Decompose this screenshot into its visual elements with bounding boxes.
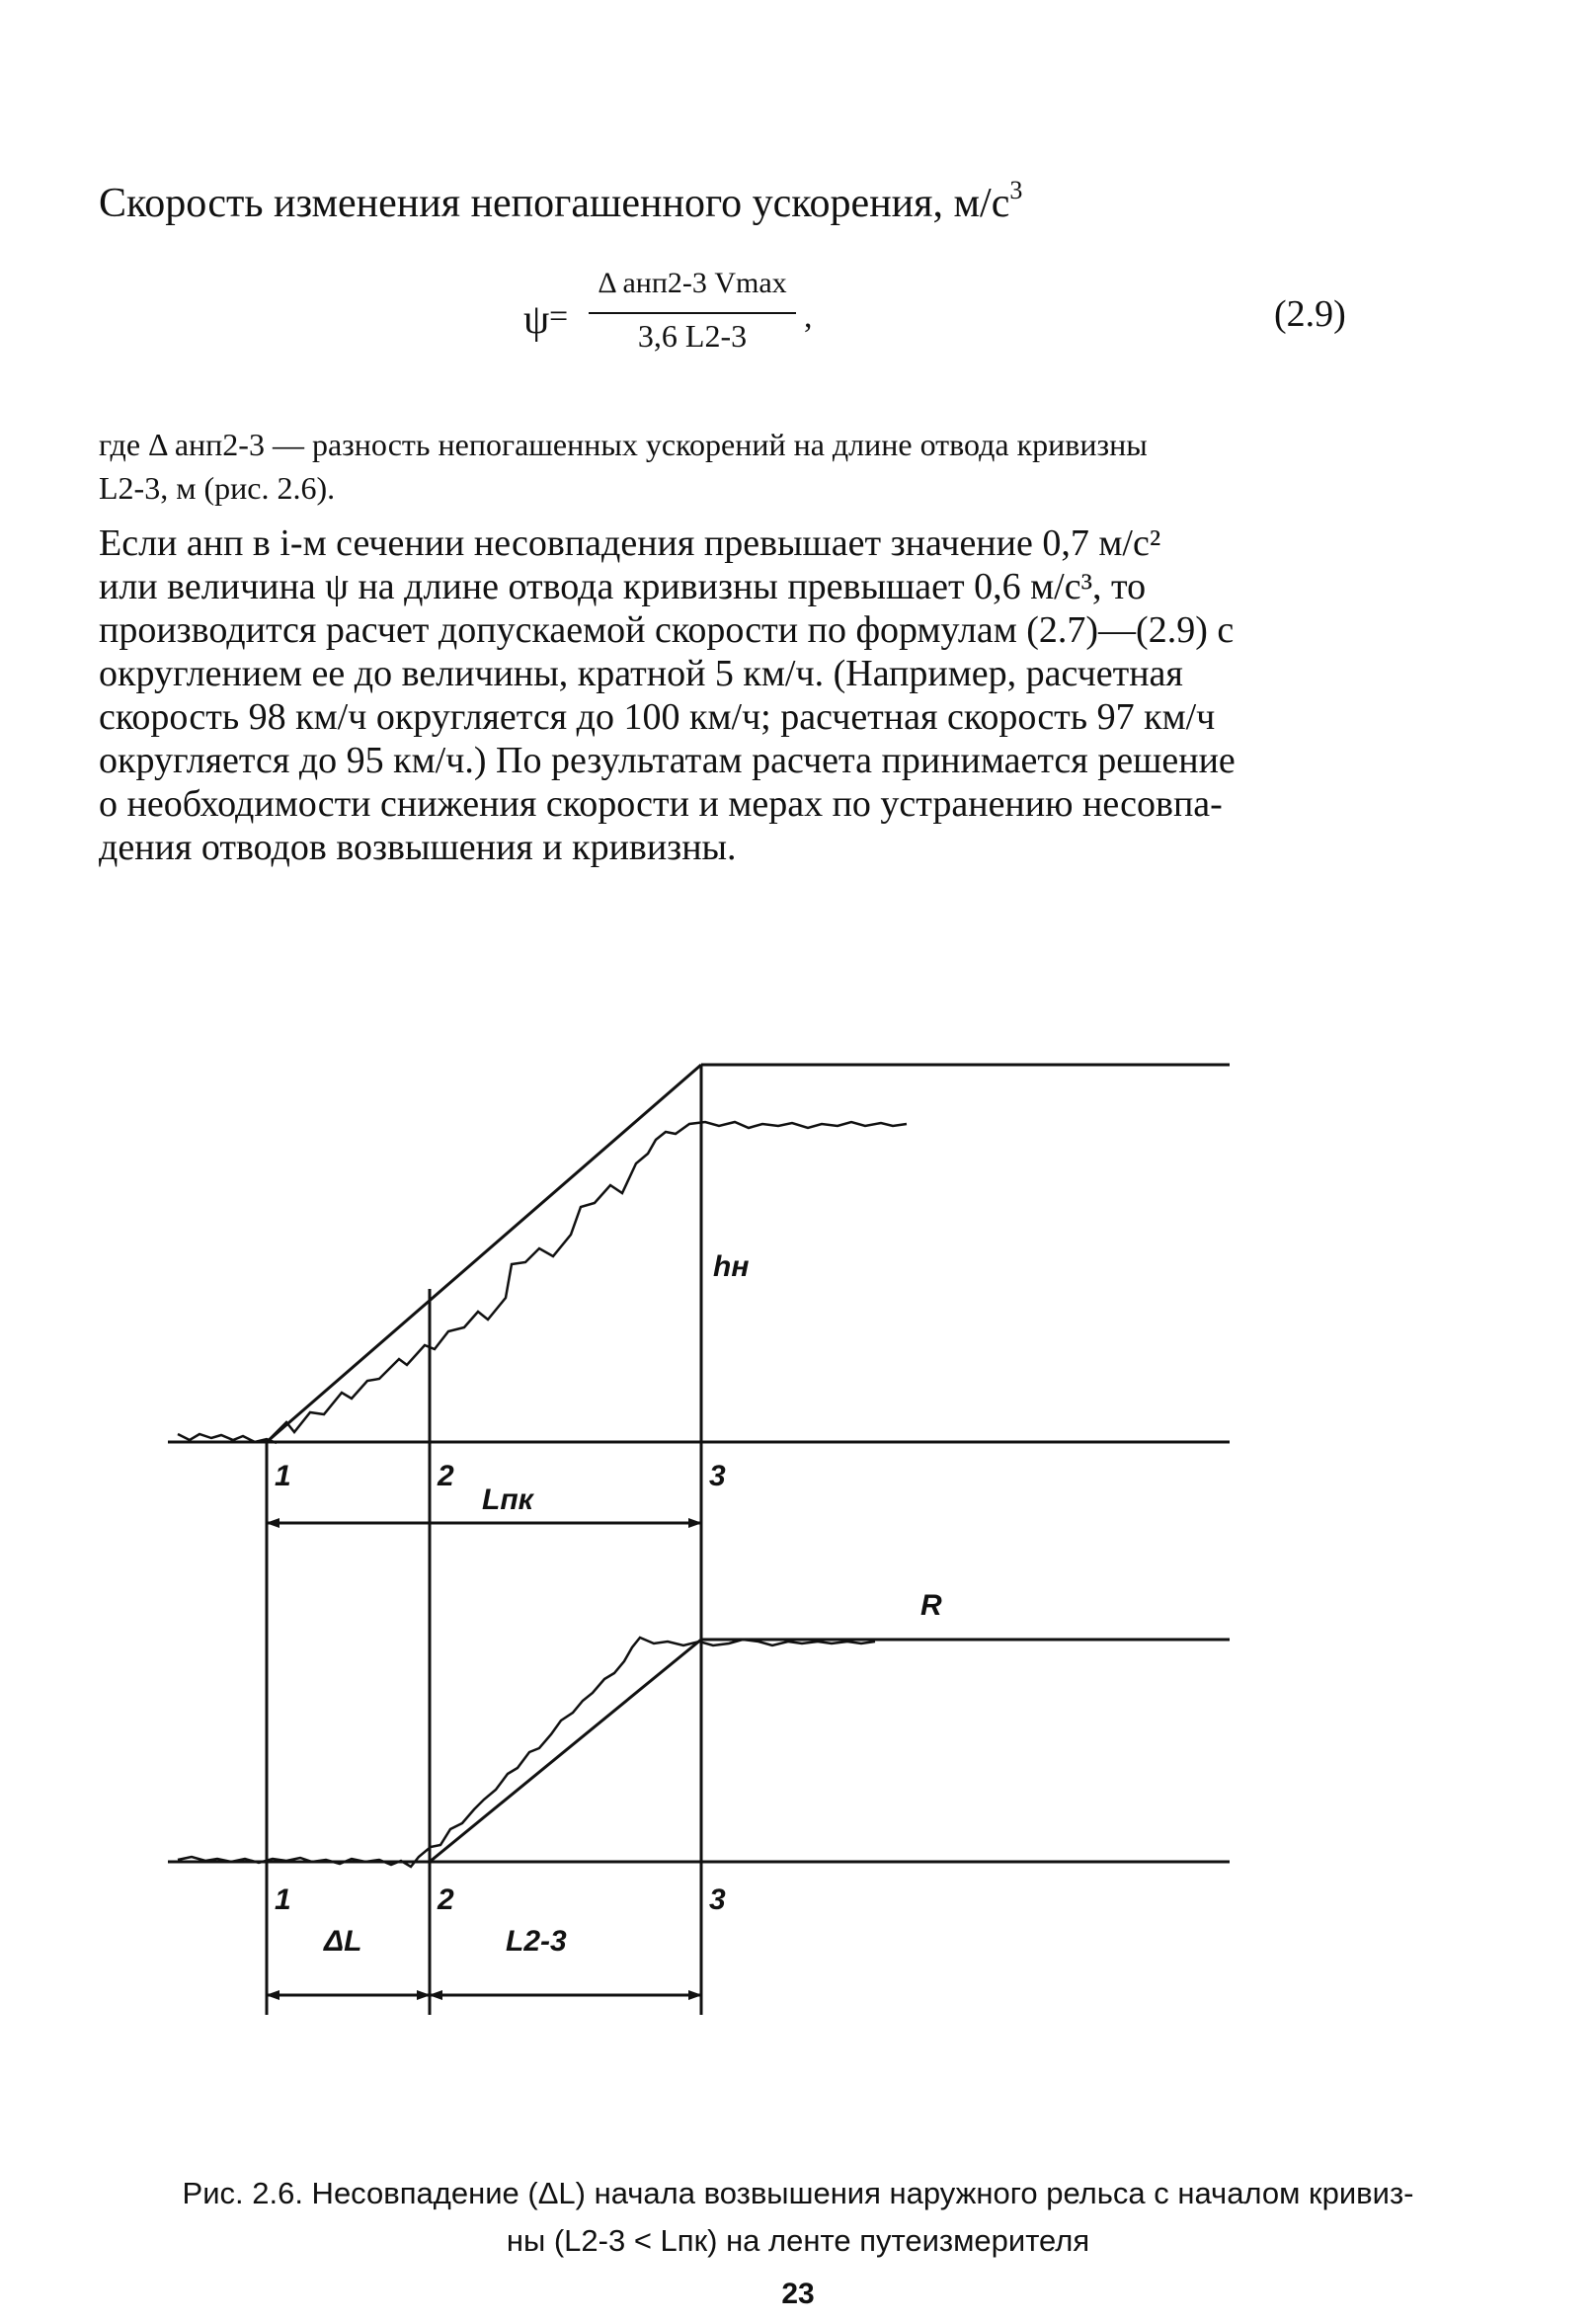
formula-number: (2.9) [1274,293,1346,335]
figure-caption [0,2170,1596,2265]
formula-explanation [99,423,1363,510]
paragraph-line: о необходимости снижения скорости и мерах по устранению несовпа- [99,783,1223,825]
body-paragraph [99,521,1363,869]
delta-l-label: ΔL [324,1925,362,1958]
paragraph-line: скорость 98 км/ч округляется до 100 км/ч; расчетная скорость 97 км/ч [99,696,1216,738]
r-label: R [920,1589,942,1622]
caption-line-1: Рис. 2.6. Несовпадение (ΔL) начала возвышения наружного рельса с началом кривиз- [182,2176,1414,2210]
hn-label: hн [713,1250,750,1283]
explanation-line-2: L2-3, м (рис. 2.6). [99,470,336,506]
bottom-point-label-2: 2 [438,1883,454,1916]
explanation-line-1: где Δ aнп2-3 — разность непогашенных ускорений на длине отвода кривизны [99,427,1148,462]
paragraph-line: Если aнп в i-м сечении несовпадения превышает значение 0,7 м/с² [99,522,1161,564]
l23-label: L2-3 [506,1925,567,1958]
paragraph-line: производится расчет допускаемой скорости по формулам (2.7)—(2.9) с [99,609,1235,651]
formula-lhs: ψ [523,297,550,343]
figure-2-6-diagram [158,1027,1254,2044]
heading-superscript: 3 [1009,176,1023,204]
formula-numerator: Δ aнп2-3 Vmax [598,267,787,299]
formula-2-9 [523,267,859,375]
paragraph-line: или величина ψ на длине отвода кривизны превышает 0,6 м/с³, то [99,566,1147,607]
caption-line-2: ны (L2-3 < Lпк) на ленте путеизмерителя [506,2223,1090,2258]
fraction-bar [589,312,796,314]
top-point-label-2: 2 [438,1460,454,1492]
bottom-point-label-1: 1 [275,1883,291,1916]
heading-text: Скорость изменения непогашенного ускорения, м/с [99,181,1010,226]
top-ramp [267,1065,701,1442]
section-heading [99,178,1022,229]
formula-denominator: 3,6 L2-3 [637,318,748,354]
top-point-label-1: 1 [275,1460,291,1492]
paragraph-line: дения отводов возвышения и кривизны. [99,827,737,868]
paragraph-line: округлением ее до величины, кратной 5 км/ч. (Например, расчетная [99,653,1183,694]
bottom-ramp [430,1640,701,1862]
lpk-label: Lпк [482,1483,533,1516]
top-point-label-3: 3 [709,1460,726,1492]
paragraph-line: округляется до 95 км/ч.) По результатам расчета принимается решение [99,740,1236,781]
formula-equals: = [549,298,569,335]
page-number: 23 [781,2278,815,2310]
bottom-point-label-3: 3 [709,1883,726,1916]
top-wavy-trace [178,1122,907,1443]
bottom-wavy-trace [178,1638,875,1867]
formula-comma: , [804,298,813,335]
